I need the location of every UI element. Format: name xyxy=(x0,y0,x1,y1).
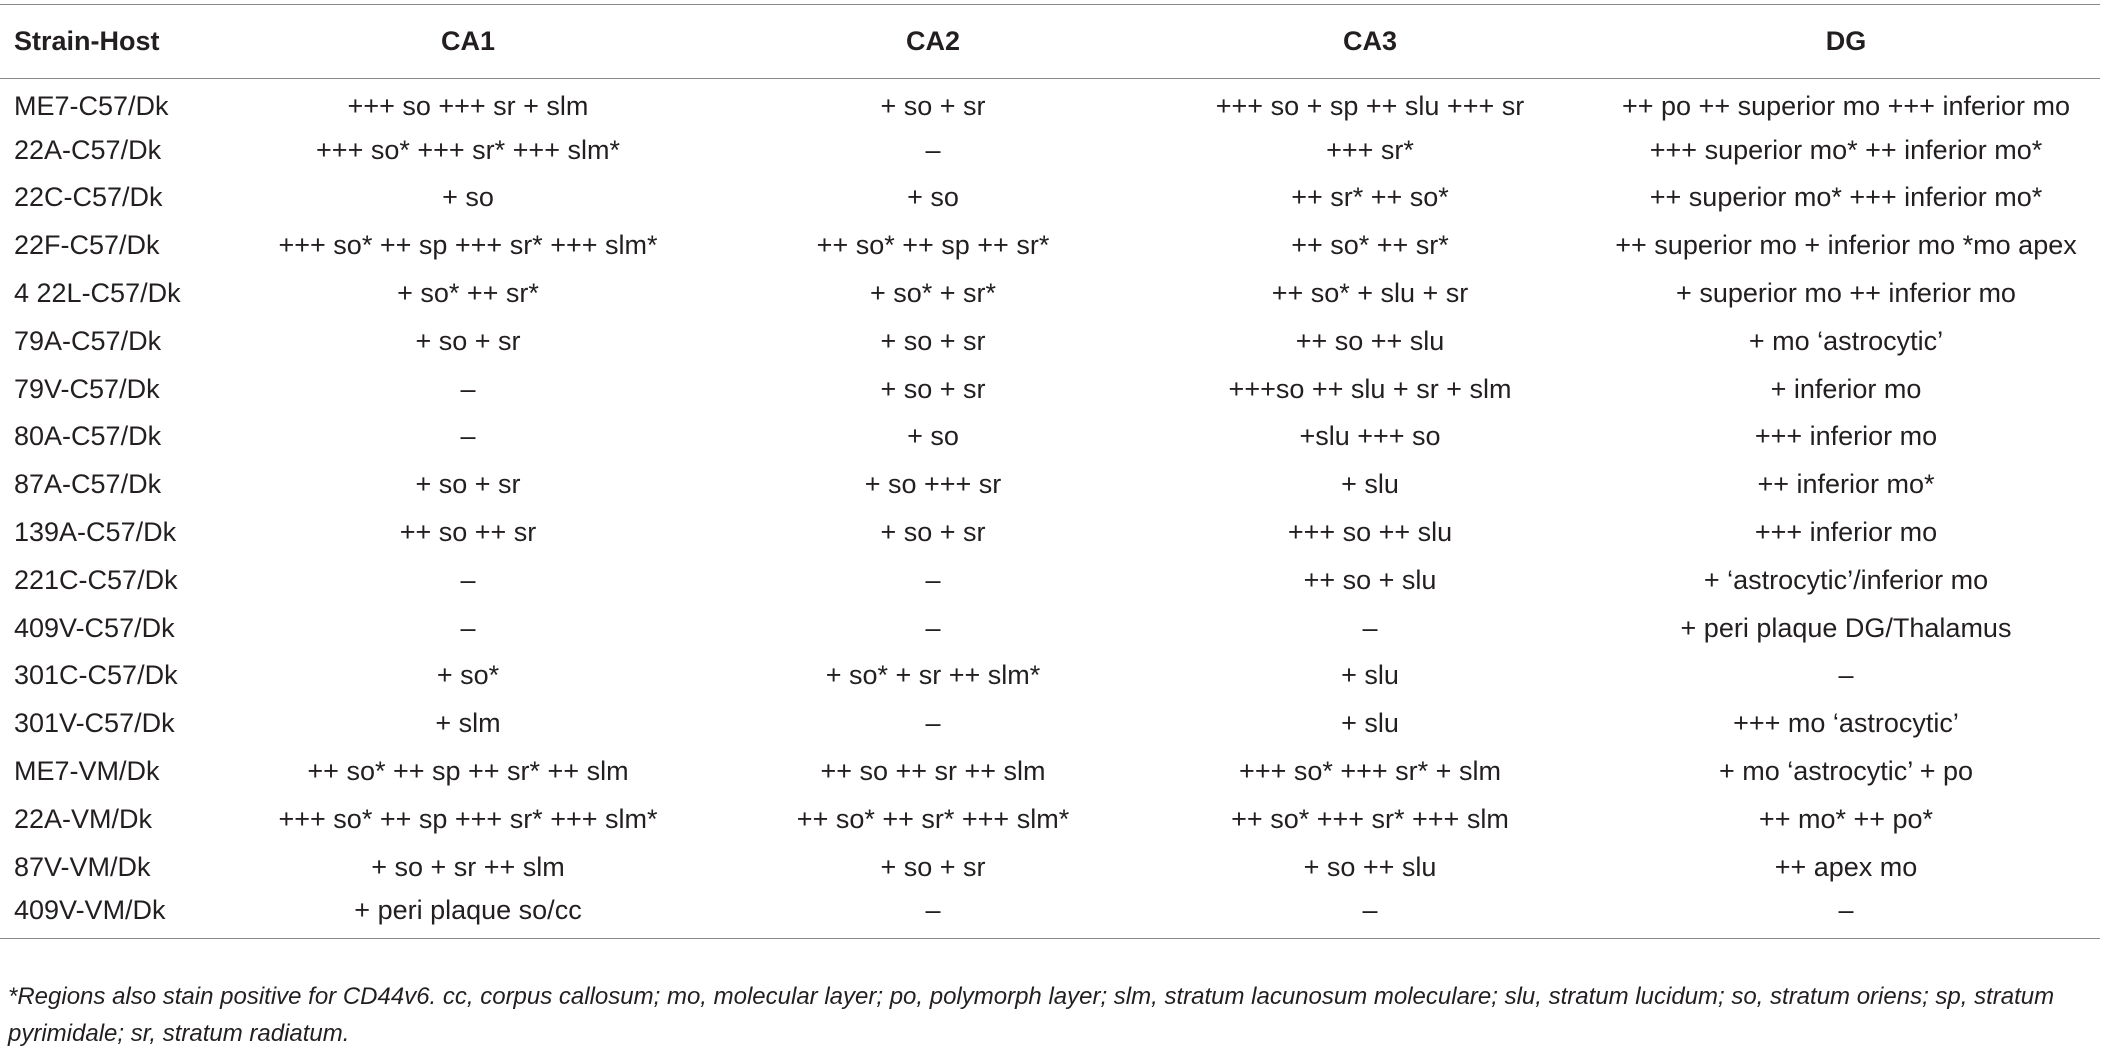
ca1-cell: + slm xyxy=(435,708,501,739)
ca2-cell: + so +++ sr xyxy=(864,469,1002,500)
dg-cell: ++ mo* ++ po* xyxy=(1758,803,1934,834)
ca1-cell: + so* xyxy=(436,660,500,691)
dg-cell: ++ superior mo + inferior mo *mo apex xyxy=(1615,230,2077,261)
ca2-cell: + so + sr xyxy=(880,517,986,548)
ca1-cell: +++ so +++ sr + slm xyxy=(347,91,589,122)
strain-host-cell: 4 22L-C57/Dk xyxy=(14,278,181,309)
ca2-cell: – xyxy=(925,564,941,595)
table-header xyxy=(0,5,2100,79)
strain-host-cell: 22F-C57/Dk xyxy=(14,230,160,261)
dg-cell: +++ inferior mo xyxy=(1754,421,1938,452)
table-row xyxy=(0,174,2100,222)
table-row xyxy=(0,79,2100,127)
ca2-cell: – xyxy=(925,134,941,165)
ca1-cell: + so* ++ sr* xyxy=(397,278,539,309)
ca2-cell: + so xyxy=(907,182,959,213)
ca2-cell: + so* + sr ++ slm* xyxy=(825,660,1041,691)
ca3-cell: – xyxy=(1148,891,1592,939)
table-row xyxy=(0,556,2100,604)
strain-host-cell: 139A-C57/Dk xyxy=(14,517,177,548)
dg-cell: + superior mo ++ inferior mo xyxy=(1676,278,2016,309)
ca1-cell: – xyxy=(460,421,476,452)
strain-host-cell: ME7-VM/Dk xyxy=(14,756,160,787)
ca1-cell: + so + sr xyxy=(415,325,521,356)
dg-cell: ++ superior mo* +++ inferior mo* xyxy=(1649,182,2043,213)
table-row xyxy=(0,748,2100,796)
ca2-cell: ++ so* ++ sp ++ sr* xyxy=(816,230,1050,261)
ca1-cell: – xyxy=(460,612,476,643)
dg-cell: + mo ‘astrocytic’ + po xyxy=(1718,756,1974,787)
table-row xyxy=(0,461,2100,509)
strain-host-cell: 301V-C57/Dk xyxy=(14,708,175,739)
table-row xyxy=(0,891,2100,939)
dg-cell: ++ apex mo xyxy=(1774,851,1918,882)
table-row xyxy=(0,126,2100,174)
table-row xyxy=(0,700,2100,748)
strain-host-cell: 409V-VM/Dk xyxy=(0,891,218,939)
ca3-cell: +++ so + sp ++ slu +++ sr xyxy=(1215,91,1525,122)
ca3-cell: – xyxy=(1362,612,1378,643)
ca3-cell: ++ so* +++ sr* +++ slm xyxy=(1231,803,1509,834)
table-row xyxy=(0,365,2100,413)
ca3-cell: ++ sr* ++ so* xyxy=(1291,182,1449,213)
header-row xyxy=(0,5,2100,79)
table-row xyxy=(0,317,2100,365)
strain-host-cell: 22A-C57/Dk xyxy=(14,134,162,165)
ca3-cell: + slu xyxy=(1341,469,1399,500)
strain-host-cell: 22A-VM/Dk xyxy=(14,803,153,834)
dg-cell: – xyxy=(1592,891,2100,939)
strain-host-cell: 221C-C57/Dk xyxy=(14,564,178,595)
ca3-cell: + slu xyxy=(1341,708,1399,739)
dg-cell: ++ inferior mo* xyxy=(1757,469,1935,500)
table-row xyxy=(0,843,2100,891)
table-row xyxy=(0,509,2100,557)
dg-cell: +++ inferior mo xyxy=(1754,517,1938,548)
table-row xyxy=(0,795,2100,843)
ca2-cell: + so xyxy=(907,421,959,452)
ca1-cell: + so + sr ++ slm xyxy=(371,851,565,882)
ca3-cell: +++ so ++ slu xyxy=(1287,517,1453,548)
ca3-cell: +slu +++ so xyxy=(1299,421,1441,452)
ca2-cell: + so + sr xyxy=(880,325,986,356)
strain-host-cell: 79A-C57/Dk xyxy=(14,325,162,356)
dg-cell: – xyxy=(1838,660,1854,691)
strain-host-cell: 301C-C57/Dk xyxy=(14,660,178,691)
table-footnote: *Regions also stain positive for CD44v6. cc, corpus callosum; mo, molecular layer; po, polymorph layer; slm, stratum lacunosum moleculare; slu, stratum lucidum; so, stratum oriens; sp, stratum pyrimidale; sr, stratum radiatum. xyxy=(8,983,2055,1047)
ca1-cell: +++ so* ++ sp +++ sr* +++ slm* xyxy=(278,230,658,261)
strain-host-cell: 87V-VM/Dk xyxy=(14,851,151,882)
ca3-cell: + slu xyxy=(1341,660,1399,691)
ca2-cell: + so + sr xyxy=(880,373,986,404)
ca3-cell: ++ so ++ slu xyxy=(1295,325,1445,356)
header-dg: DG xyxy=(1592,5,2100,79)
table-row xyxy=(0,652,2100,700)
ca1-cell: – xyxy=(460,373,476,404)
strain-host-cell: 87A-C57/Dk xyxy=(14,469,162,500)
table-row xyxy=(0,270,2100,318)
dg-cell: + inferior mo xyxy=(1770,373,1922,404)
ca1-cell: ++ so ++ sr xyxy=(399,517,537,548)
ca1-cell: +++ so* +++ sr* +++ slm* xyxy=(316,134,620,165)
ca1-cell: – xyxy=(460,564,476,595)
header-ca1: CA1 xyxy=(218,5,718,79)
ca3-cell: + so ++ slu xyxy=(1303,851,1437,882)
strain-host-cell: 80A-C57/Dk xyxy=(14,421,162,452)
ca3-cell: ++ so + slu xyxy=(1303,564,1437,595)
ca1-cell: + so + sr xyxy=(415,469,521,500)
dg-cell: + mo ‘astrocytic’ xyxy=(1748,325,1944,356)
ca2-cell: ++ so* ++ sr* +++ slm* xyxy=(796,803,1070,834)
header-ca2: CA2 xyxy=(718,5,1148,79)
ca1-cell: + peri plaque so/cc xyxy=(218,891,718,939)
ca1-cell: ++ so* ++ sp ++ sr* ++ slm xyxy=(307,756,629,787)
ca2-cell: – xyxy=(718,891,1148,939)
ca2-cell: ++ so ++ sr ++ slm xyxy=(820,756,1046,787)
table-row xyxy=(0,604,2100,652)
strain-host-cell: 22C-C57/Dk xyxy=(14,182,163,213)
ca3-cell: ++ so* ++ sr* xyxy=(1291,230,1449,261)
ca2-cell: + so + sr xyxy=(880,851,986,882)
ca2-cell: + so* + sr* xyxy=(869,278,997,309)
data-table xyxy=(0,4,2100,939)
ca2-cell: – xyxy=(925,612,941,643)
dg-cell: +++ superior mo* ++ inferior mo* xyxy=(1649,134,2043,165)
strain-host-cell: ME7-C57/Dk xyxy=(14,91,169,122)
strain-host-cell: 409V-C57/Dk xyxy=(14,612,175,643)
ca3-cell: +++so ++ slu + sr + slm xyxy=(1228,373,1512,404)
dg-cell: + ‘astrocytic’/inferior mo xyxy=(1703,564,1989,595)
ca3-cell: +++ sr* xyxy=(1326,134,1414,165)
header-strain-host: Strain-Host xyxy=(0,5,218,79)
dg-cell: + peri plaque DG/Thalamus xyxy=(1680,612,2012,643)
ca1-cell: + so xyxy=(442,182,494,213)
ca2-cell: + so + sr xyxy=(880,91,986,122)
dg-cell: ++ po ++ superior mo +++ inferior mo xyxy=(1621,91,2070,122)
strain-host-cell: 79V-C57/Dk xyxy=(14,373,160,404)
table-row xyxy=(0,413,2100,461)
dg-cell: +++ mo ‘astrocytic’ xyxy=(1733,708,1959,739)
ca3-cell: ++ so* + slu + sr xyxy=(1271,278,1469,309)
header-ca3: CA3 xyxy=(1148,5,1592,79)
ca2-cell: – xyxy=(925,708,941,739)
table-body xyxy=(0,79,2100,939)
ca3-cell: +++ so* +++ sr* + slm xyxy=(1239,756,1501,787)
ca1-cell: +++ so* ++ sp +++ sr* +++ slm* xyxy=(278,803,658,834)
table-row xyxy=(0,222,2100,270)
